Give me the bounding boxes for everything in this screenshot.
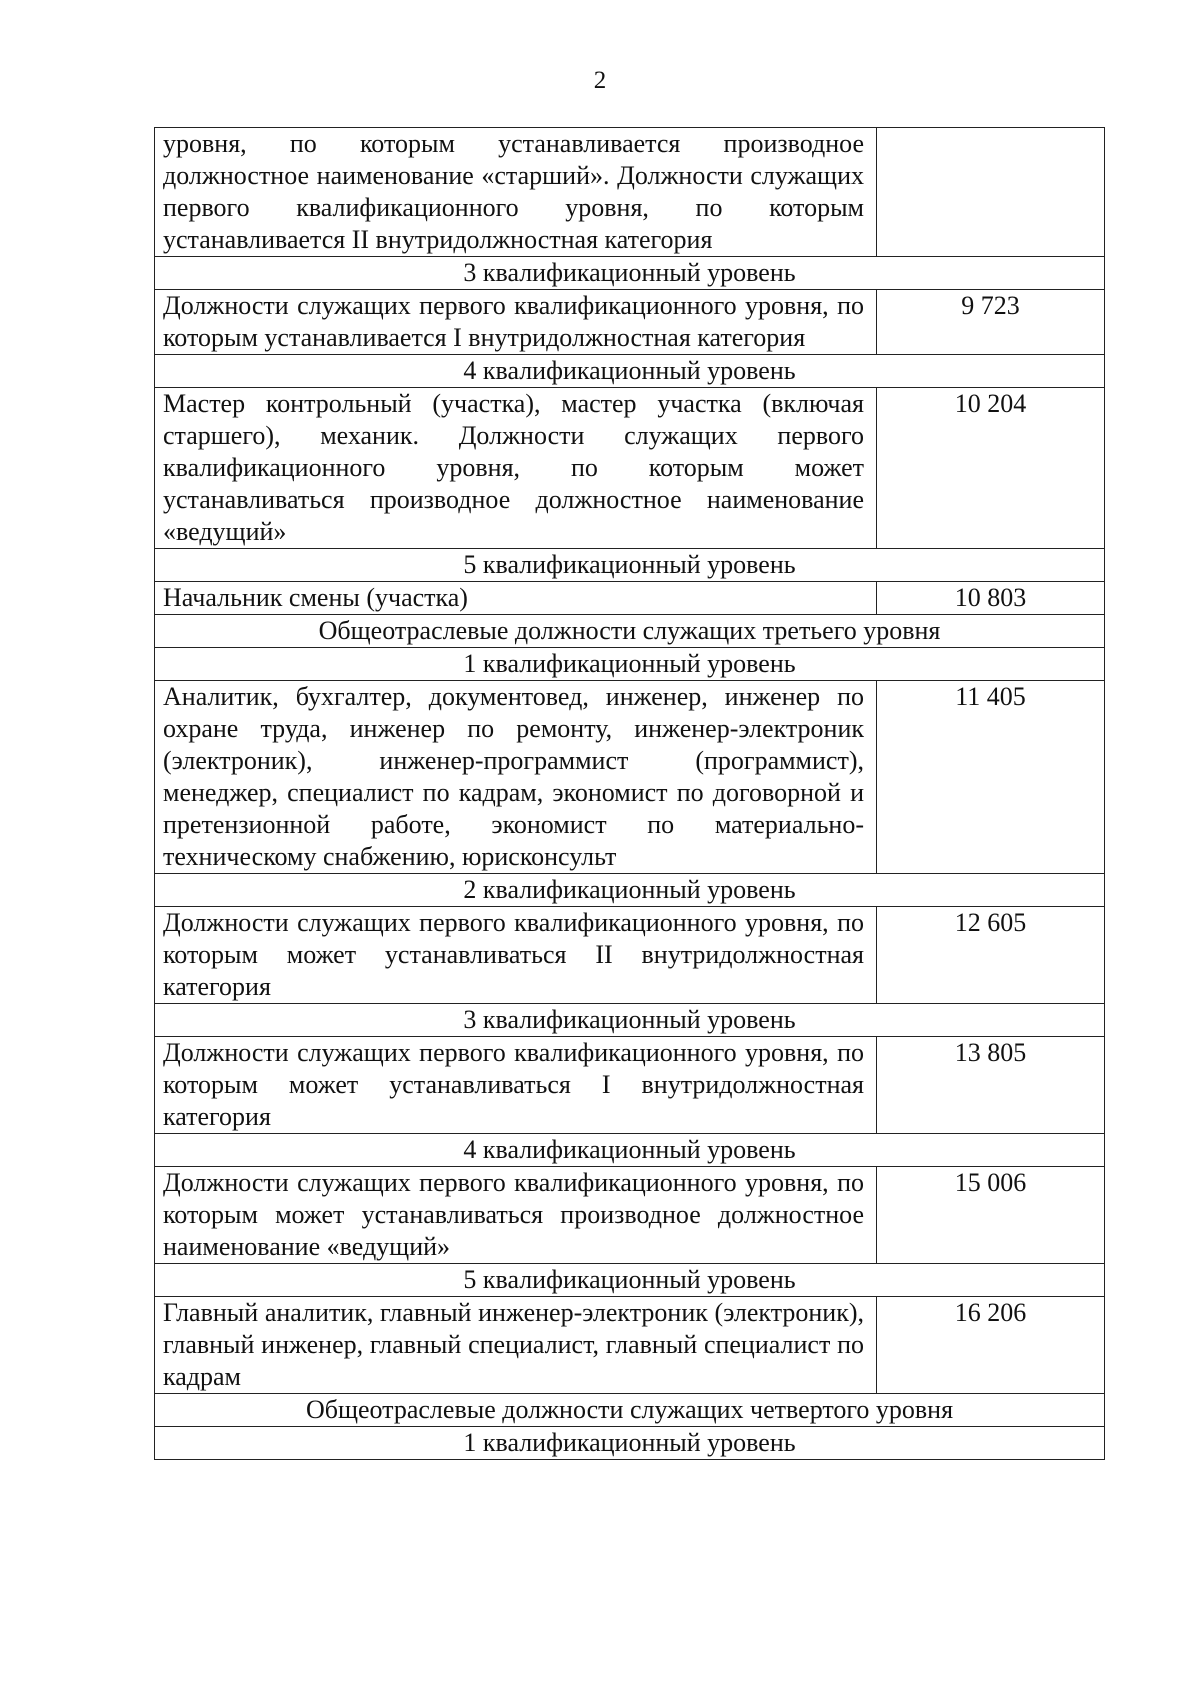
level-heading-row — [155, 648, 1105, 681]
position-row — [155, 1297, 1105, 1394]
level-heading-row — [155, 615, 1105, 648]
salary-value: 15 006 — [877, 1167, 1105, 1264]
level-heading: 1 квалификационный уровень — [155, 1427, 1105, 1460]
level-heading: Общеотраслевые должности служащих четвертого уровня — [155, 1394, 1105, 1427]
level-heading-row — [155, 1427, 1105, 1460]
level-heading: 3 квалификационный уровень — [155, 1004, 1105, 1037]
level-heading-row — [155, 1264, 1105, 1297]
salary-value: 10 803 — [877, 582, 1105, 615]
position-row — [155, 1167, 1105, 1264]
position-row — [155, 681, 1105, 874]
salary-value: 9 723 — [877, 290, 1105, 355]
position-description: Мастер контрольный (участка), мастер участка (включая старшего), механик. Должности служащих первого квалификационного уровня, по которым может устанавливаться производное должностное наименование «ведущий» — [155, 388, 877, 549]
position-description: Должности служащих первого квалификационного уровня, по которым может устанавливаться II внутридолжностная категория — [155, 907, 877, 1004]
position-row — [155, 128, 1105, 257]
salary-value: 13 805 — [877, 1037, 1105, 1134]
position-description: уровня, по которым устанавливается производное должностное наименование «старший». Должности служащих первого квалификационного уровня, по которым устанавливается II внутридолжностная категория — [155, 128, 877, 257]
level-heading: 1 квалификационный уровень — [155, 648, 1105, 681]
level-heading-row — [155, 874, 1105, 907]
position-description: Начальник смены (участка) — [155, 582, 877, 615]
salary-table-body — [155, 128, 1105, 1460]
position-row — [155, 388, 1105, 549]
level-heading-row — [155, 257, 1105, 290]
position-description: Должности служащих первого квалификационного уровня, по которым может устанавливаться I внутридолжностная категория — [155, 1037, 877, 1134]
position-row — [155, 907, 1105, 1004]
page-number: 2 — [593, 67, 607, 94]
level-heading: 4 квалификационный уровень — [155, 1134, 1105, 1167]
level-heading-row — [155, 1004, 1105, 1037]
position-description: Аналитик, бухгалтер, документовед, инженер, инженер по охране труда, инженер по ремонту, инженер-электроник (электроник), инженер-программист (программист), менеджер, специалист по кадрам, экономист по договорной и претензионной работе, экономист по материально-техническому снабжению, юрисконсульт — [155, 681, 877, 874]
position-row — [155, 1037, 1105, 1134]
level-heading: 4 квалификационный уровень — [155, 355, 1105, 388]
position-description: Главный аналитик, главный инженер-электроник (электроник), главный инженер, главный специалист, главный специалист по кадрам — [155, 1297, 877, 1394]
level-heading: 5 квалификационный уровень — [155, 1264, 1105, 1297]
level-heading: 3 квалификационный уровень — [155, 257, 1105, 290]
level-heading: 5 квалификационный уровень — [155, 549, 1105, 582]
position-row — [155, 290, 1105, 355]
salary-value: 12 605 — [877, 907, 1105, 1004]
position-row — [155, 582, 1105, 615]
salary-value: 10 204 — [877, 388, 1105, 549]
salary-value: 16 206 — [877, 1297, 1105, 1394]
salary-table — [154, 127, 1105, 1460]
level-heading-row — [155, 355, 1105, 388]
level-heading-row — [155, 1394, 1105, 1427]
position-description: Должности служащих первого квалификационного уровня, по которым может устанавливаться производное должностное наименование «ведущий» — [155, 1167, 877, 1264]
level-heading: Общеотраслевые должности служащих третьего уровня — [155, 615, 1105, 648]
salary-value: 11 405 — [877, 681, 1105, 874]
level-heading: 2 квалификационный уровень — [155, 874, 1105, 907]
salary-value — [877, 128, 1105, 257]
level-heading-row — [155, 549, 1105, 582]
level-heading-row — [155, 1134, 1105, 1167]
position-description: Должности служащих первого квалификационного уровня, по которым устанавливается I внутридолжностная категория — [155, 290, 877, 355]
